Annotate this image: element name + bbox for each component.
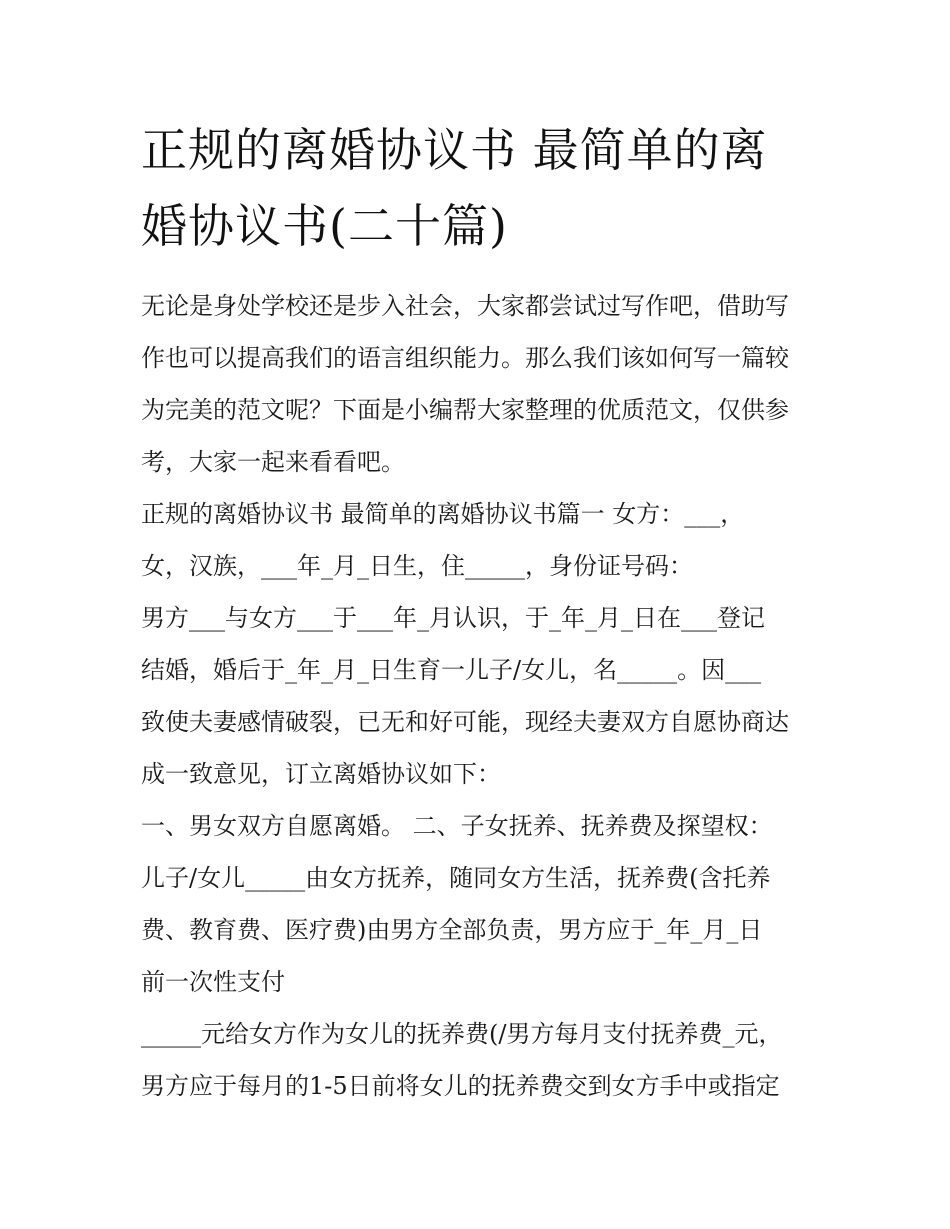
- body-line: 前一次性支付: [141, 968, 285, 996]
- body-line: 结婚，婚后于_年_月_日生育一儿子/女儿，名_____。因___: [141, 656, 762, 684]
- body-line: _____元给女方作为女儿的抚养费(/男方每月支付抚养费_元，: [141, 1020, 783, 1048]
- body-line: 费、教育费、医疗费)由男方全部负责，男方应于_年_月_日: [141, 916, 763, 944]
- body-line: 考，大家一起来看看吧。: [141, 448, 405, 476]
- body-line: 男方应于每月的1-5日前将女儿的抚养费交到女方手中或指定: [141, 1072, 780, 1100]
- body-line: 一、男女双方自愿离婚。 二、子女抚养、抚养费及探望权：: [141, 812, 773, 840]
- body-line: 男方___与女方___于___年_月认识，于_年_月_日在___登记: [141, 604, 765, 632]
- body-line: 女，汉族，___年_月_日生，住_____，身份证号码：: [141, 552, 693, 580]
- body-line: 无论是身处学校还是步入社会，大家都尝试过写作吧，借助写: [141, 292, 789, 320]
- document-body: [141, 280, 813, 1112]
- title-line-2: 婚协议书(二十篇): [141, 199, 508, 253]
- document-title: [141, 112, 813, 264]
- document-page: [141, 112, 813, 1112]
- body-line: 成一致意见，订立离婚协议如下：: [141, 760, 501, 788]
- body-line: 儿子/女儿_____由女方抚养，随同女方生活，抚养费(含托养: [141, 864, 771, 892]
- body-line: 作也可以提高我们的语言组织能力。那么我们该如何写一篇较: [141, 344, 789, 372]
- body-line: 致使夫妻感情破裂，已无和好可能，现经夫妻双方自愿协商达: [141, 708, 789, 736]
- title-line-1: 正规的离婚协议书 最简单的离: [141, 123, 768, 177]
- body-line: 为完美的范文呢？下面是小编帮大家整理的优质范文，仅供参: [141, 396, 789, 424]
- body-line: 正规的离婚协议书 最简单的离婚协议书篇一 女方：___，: [141, 500, 745, 528]
